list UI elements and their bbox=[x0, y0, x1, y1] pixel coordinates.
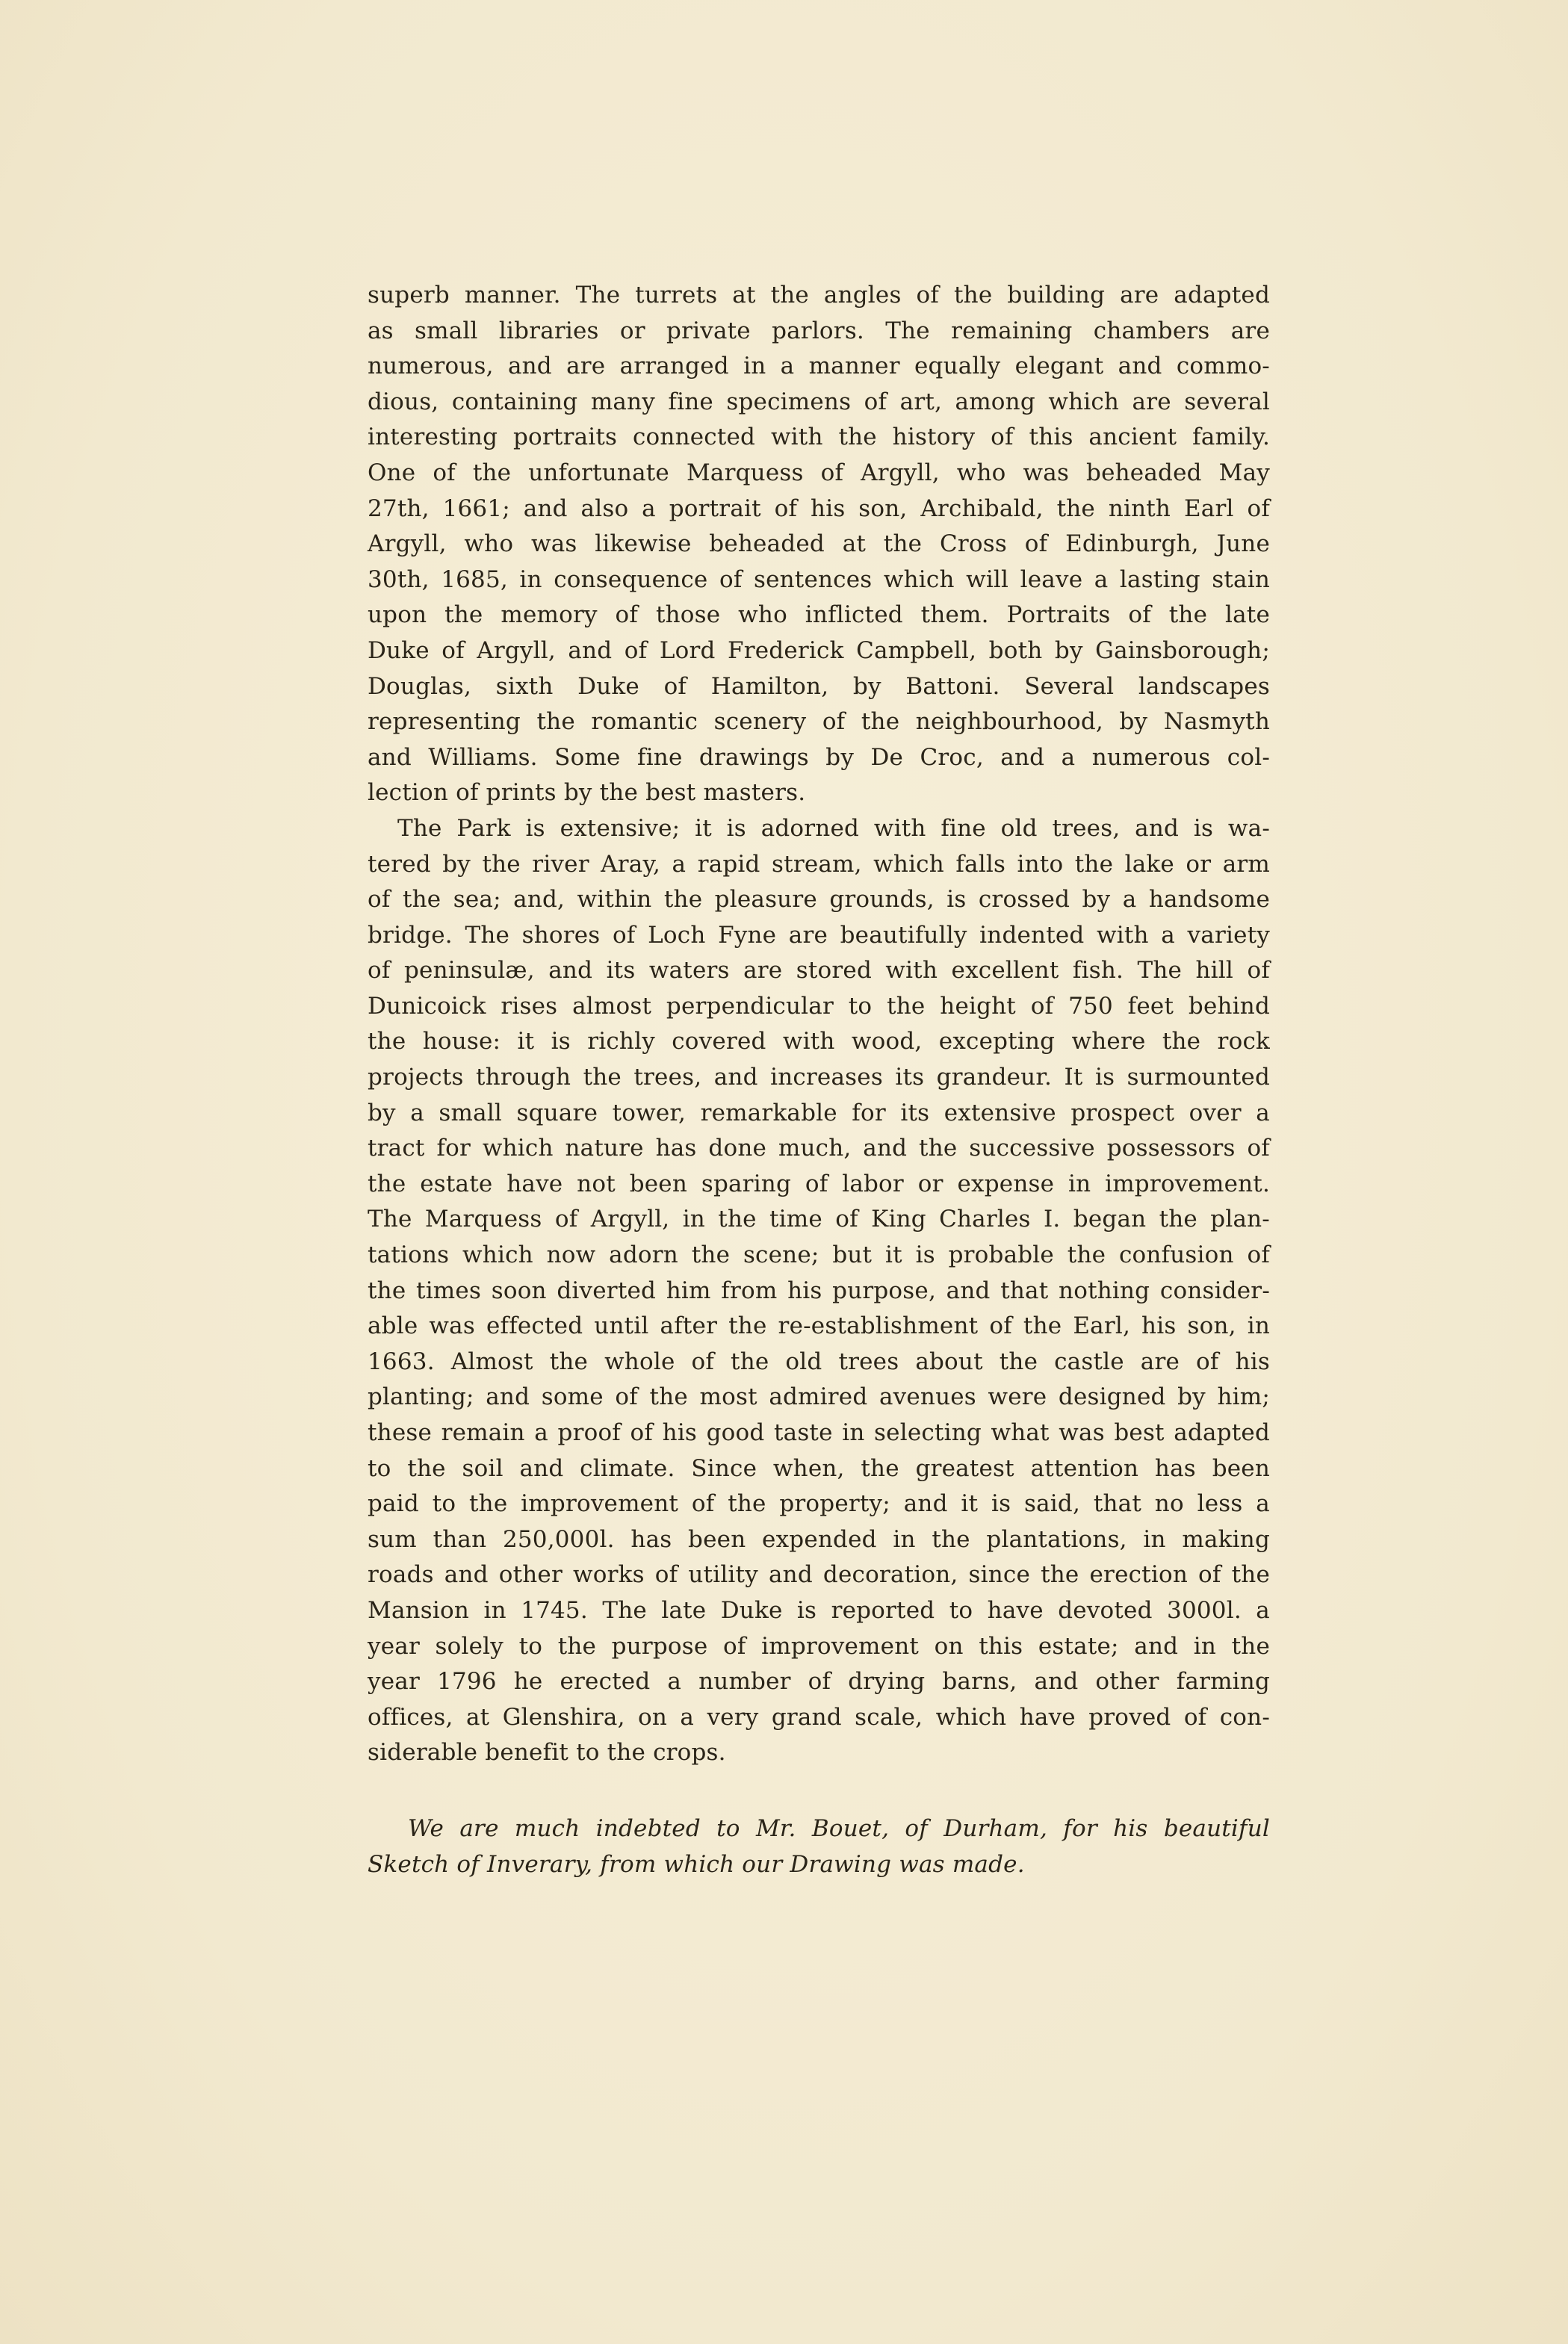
text-line: numerous, and are arranged in a manner equally elegant and commo- bbox=[368, 353, 1270, 380]
text-line: tract for which nature has done much, and the successive possessors of bbox=[368, 1135, 1270, 1162]
text-line: bridge. The shores of Loch Fyne are beautifully indented with a variety bbox=[368, 921, 1270, 949]
text-line: by a small square tower, remarkable for its extensive prospect over a bbox=[368, 1099, 1270, 1126]
text-line: 1663. Almost the whole of the old trees about the castle are of his bbox=[368, 1348, 1270, 1375]
text-line: the estate have not been sparing of labor or expense in improvement. bbox=[368, 1170, 1270, 1197]
text-line: roads and other works of utility and decoration, since the erection of the bbox=[368, 1561, 1270, 1589]
text-line: paid to the improvement of the property; and it is said, that no less a bbox=[368, 1490, 1270, 1518]
text-line: siderable benefit to the crops. bbox=[368, 1739, 726, 1767]
note-line: We are much indebted to Mr. Bouet, of Durham, for his beautiful bbox=[408, 1815, 1270, 1842]
body-text bbox=[368, 278, 1270, 1771]
text-line: offices, at Glenshira, on a very grand scale, which have proved of con- bbox=[368, 1703, 1270, 1731]
acknowledgement-note bbox=[368, 1811, 1270, 1882]
text-line: One of the unfortunate Marquess of Argyll, who was beheaded May bbox=[368, 459, 1270, 486]
text-line: year 1796 he erected a number of drying barns, and other farming bbox=[368, 1668, 1270, 1696]
text-line: superb manner. The turrets at the angles of the building are adapted bbox=[368, 282, 1270, 308]
text-line: dious, containing many fine specimens of art, among which are several bbox=[368, 388, 1270, 415]
text-line: these remain a proof of his good taste in selecting what was best adapted bbox=[368, 1419, 1270, 1446]
text-line: Duke of Argyll, and of Lord Frederick Campbell, both by Gainsborough; bbox=[368, 636, 1270, 664]
text-line: as small libraries or private parlors. The remaining chambers are bbox=[368, 317, 1270, 344]
text-line: of the sea; and, within the pleasure grounds, is crossed by a handsome bbox=[368, 886, 1270, 914]
text-line: 27th, 1661; and also a portrait of his son, Archibald, the ninth Earl of bbox=[368, 494, 1270, 522]
text-line: of peninsulæ, and its waters are stored with excellent fish. The hill of bbox=[368, 957, 1270, 985]
text-line: Douglas, sixth Duke of Hamilton, by Battoni. Several landscapes bbox=[368, 672, 1270, 700]
text-line: and Williams. Some fine drawings by De Croc, and a numerous col- bbox=[368, 743, 1270, 771]
text-line: interesting portraits connected with the history of this ancient family. bbox=[368, 424, 1270, 451]
text-line: tations which now adorn the scene; but it is probable the confusion of bbox=[368, 1241, 1270, 1269]
text-line: representing the romantic scenery of the neighbourhood, by Nasmyth bbox=[368, 708, 1270, 736]
note-line: Sketch of Inverary, from which our Drawing was made. bbox=[368, 1851, 1025, 1878]
text-line: sum than 250,000l. has been expended in the plantations, in making bbox=[368, 1525, 1270, 1553]
text-line: Argyll, who was likewise beheaded at the Cross of Edinburgh, June bbox=[368, 530, 1270, 558]
text-line: the times soon diverted him from his purpose, and that nothing consider- bbox=[368, 1277, 1270, 1304]
text-line: The Park is extensive; it is adorned with fine old trees, and is wa- bbox=[397, 814, 1270, 842]
text-line: lection of prints by the best masters. bbox=[368, 779, 806, 807]
text-line: planting; and some of the most admired avenues were designed by him; bbox=[368, 1383, 1270, 1411]
text-line: Dunicoick rises almost perpendicular to the height of 750 feet behind bbox=[368, 992, 1270, 1020]
text-line: Mansion in 1745. The late Duke is reported to have devoted 3000l. a bbox=[368, 1596, 1270, 1624]
text-line: year solely to the purpose of improvement on this estate; and in the bbox=[368, 1632, 1270, 1660]
text-line: tered by the river Aray, a rapid stream, which falls into the lake or arm bbox=[368, 850, 1270, 878]
text-line: the house: it is richly covered with wood, excepting where the rock bbox=[368, 1028, 1270, 1055]
text-line: able was effected until after the re-establishment of the Earl, his son, in bbox=[368, 1312, 1270, 1340]
text-line: projects through the trees, and increases its grandeur. It is surmounted bbox=[368, 1064, 1270, 1091]
text-line: to the soil and climate. Since when, the greatest attention has been bbox=[368, 1454, 1270, 1482]
text-line: upon the memory of those who inflicted them. Portraits of the late bbox=[368, 601, 1270, 629]
text-line: 30th, 1685, in consequence of sentences which will leave a lasting stain bbox=[368, 565, 1270, 593]
text-line: The Marquess of Argyll, in the time of King Charles I. began the plan- bbox=[368, 1206, 1270, 1233]
